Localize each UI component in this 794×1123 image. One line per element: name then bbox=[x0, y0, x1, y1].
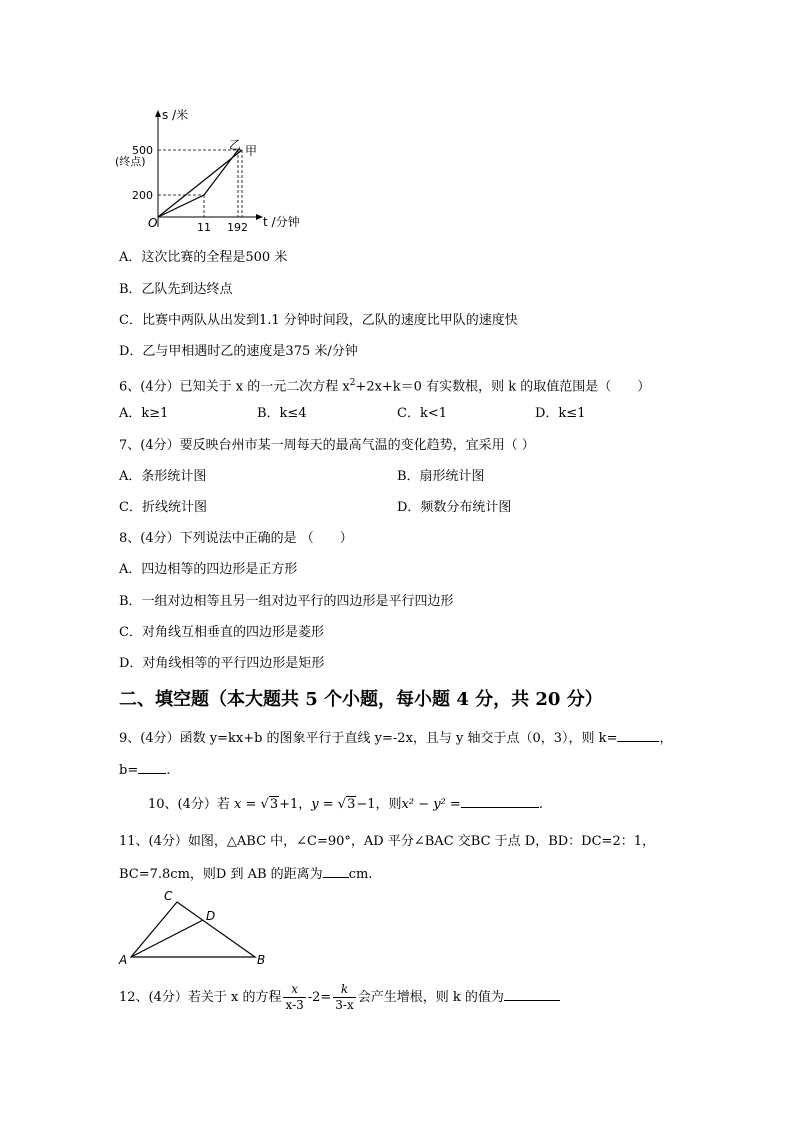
y-axis-label: s /米 bbox=[162, 108, 189, 122]
x-tick-19: 19 bbox=[227, 221, 241, 234]
q8-option-d: D．对角线相等的平行四边形是矩形 bbox=[119, 656, 325, 671]
vertex-b: B bbox=[257, 953, 266, 967]
q11-text2a: BC=7.8cm，则D 到 AB 的距离为 bbox=[119, 867, 323, 882]
y-tick-500: 500 bbox=[132, 144, 153, 157]
label-yi: 乙 bbox=[229, 138, 242, 152]
q10-blank[interactable] bbox=[461, 794, 539, 808]
q12-blank[interactable] bbox=[504, 987, 560, 1001]
distance-time-graph bbox=[115, 105, 300, 235]
q6-stem-b: +2x+k＝0 有实数根，则 k 的取值范围是（ ） bbox=[355, 379, 651, 395]
q9-blank-k[interactable] bbox=[617, 728, 659, 742]
q10-minus1: −1，则 bbox=[356, 797, 402, 812]
q11-line1: 11、(4分）如图，△ABC 中，∠C=90°，AD 平分∠BAC 交BC 于点 D，BD：DC=2：1， bbox=[119, 834, 655, 849]
q11-blank[interactable] bbox=[323, 864, 349, 878]
q9-text1: 9、(4分）函数 y=kx+b 的图象平行于直线 y=-2x，且与 y 轴交于点（0，3），则 k= bbox=[119, 731, 618, 746]
q9-line1-end: ， bbox=[659, 731, 673, 746]
triangle-figure bbox=[117, 890, 267, 965]
q10-x-eq: x = bbox=[234, 797, 257, 812]
q5-option-b: B．乙队先到达终点 bbox=[119, 282, 233, 297]
x-axis-arrow bbox=[256, 214, 263, 220]
bisector-ad bbox=[131, 920, 203, 957]
q9-blank-b[interactable] bbox=[138, 760, 166, 774]
q6-sup: 2 bbox=[349, 378, 356, 388]
q11-line2 bbox=[119, 864, 372, 884]
q7-option-c: C．折线统计图 bbox=[119, 500, 207, 515]
q6-option-b: B．k≤4 bbox=[257, 406, 307, 421]
q12-frac1-num: x bbox=[283, 982, 305, 998]
q7-stem: 7、(4分）要反映台州市某一周每天的最高气温的变化趋势，宜采用（ ） bbox=[119, 438, 535, 453]
q6-stem-a: 6、(4分）已知关于 x 的一元二次方程 x bbox=[119, 379, 350, 395]
label-jia: 甲 bbox=[245, 144, 258, 158]
q6-option-c: C．k<1 bbox=[397, 406, 447, 421]
origin-label: O bbox=[148, 216, 158, 230]
q9-line2-end: . bbox=[166, 763, 171, 778]
q6-option-d: D．k≤1 bbox=[535, 406, 586, 421]
q5-option-a: A．这次比赛的全程是500 米 bbox=[119, 250, 288, 265]
q6-option-a: A．k≥1 bbox=[119, 406, 169, 421]
x-axis-label: t /分钟 bbox=[263, 215, 300, 229]
y-tick-500-note: (终点) bbox=[115, 155, 146, 168]
q9-line2 bbox=[119, 760, 170, 780]
q12-suffix: 会产生增根，则 k 的值为 bbox=[357, 990, 504, 1005]
q7-option-a: A．条形统计图 bbox=[119, 469, 207, 484]
q8-option-a: A．四边相等的四边形是正方形 bbox=[119, 562, 298, 577]
q10-prefix: 10、(4分）若 bbox=[148, 797, 230, 812]
q12-prefix: 12、(4分）若关于 x 的方程 bbox=[119, 990, 282, 1005]
q12-line bbox=[119, 982, 560, 1013]
q10-plus1: +1， bbox=[279, 797, 312, 812]
point-d: D bbox=[206, 909, 216, 923]
q5-option-c: C．比赛中两队从出发到1.1 分钟时间段，乙队的速度比甲队的速度快 bbox=[119, 313, 518, 328]
vertex-c: C bbox=[164, 889, 173, 903]
q7-option-d: D．频数分布统计图 bbox=[397, 500, 512, 515]
section2-title: 二、填空题（本大题共 5 个小题，每小题 4 分，共 20 分） bbox=[119, 689, 603, 710]
q10-expr: x² − y² = bbox=[401, 797, 461, 812]
q6-stem bbox=[119, 374, 650, 396]
x-tick-11: 11 bbox=[197, 221, 211, 234]
q8-option-c: C．对角线互相垂直的四边形是菱形 bbox=[119, 625, 324, 640]
q7-option-b: B．扇形统计图 bbox=[397, 469, 485, 484]
q12-frac2 bbox=[333, 982, 355, 1013]
q12-frac2-den: 3-x bbox=[335, 998, 354, 1012]
q11-text2b: cm. bbox=[348, 867, 373, 882]
q9-text2: b= bbox=[119, 763, 139, 778]
q12-frac1-den: x-3 bbox=[285, 998, 304, 1012]
q10-y-eq: y = bbox=[311, 797, 334, 812]
series-jia bbox=[158, 150, 242, 217]
triangle-abc bbox=[131, 902, 255, 957]
q8-stem: 8、(4分）下列说法中正确的是 （ ） bbox=[119, 531, 353, 546]
y-axis-arrow bbox=[155, 110, 161, 117]
q12-frac1 bbox=[283, 982, 305, 1013]
q10-sqrt-x: 3 bbox=[269, 797, 279, 812]
q12-minus2: -2= bbox=[307, 990, 332, 1005]
q5-option-d: D．乙与甲相遇时乙的速度是375 米/分钟 bbox=[119, 344, 358, 359]
q10-line: 10、(4分）若 x = √3+1，y = √3−1，则x² − y² = . bbox=[148, 794, 543, 814]
vertex-a: A bbox=[119, 953, 128, 967]
q10-sqrt-y: 3 bbox=[347, 797, 356, 812]
x-tick-2: 2 bbox=[241, 221, 248, 234]
y-tick-200: 200 bbox=[132, 189, 153, 202]
q12-frac2-num: k bbox=[333, 982, 355, 998]
q8-option-b: B．一组对边相等且另一组对边平行的四边形是平行四边形 bbox=[119, 594, 454, 609]
q9-line1 bbox=[119, 728, 672, 748]
q10-end: . bbox=[538, 797, 543, 812]
